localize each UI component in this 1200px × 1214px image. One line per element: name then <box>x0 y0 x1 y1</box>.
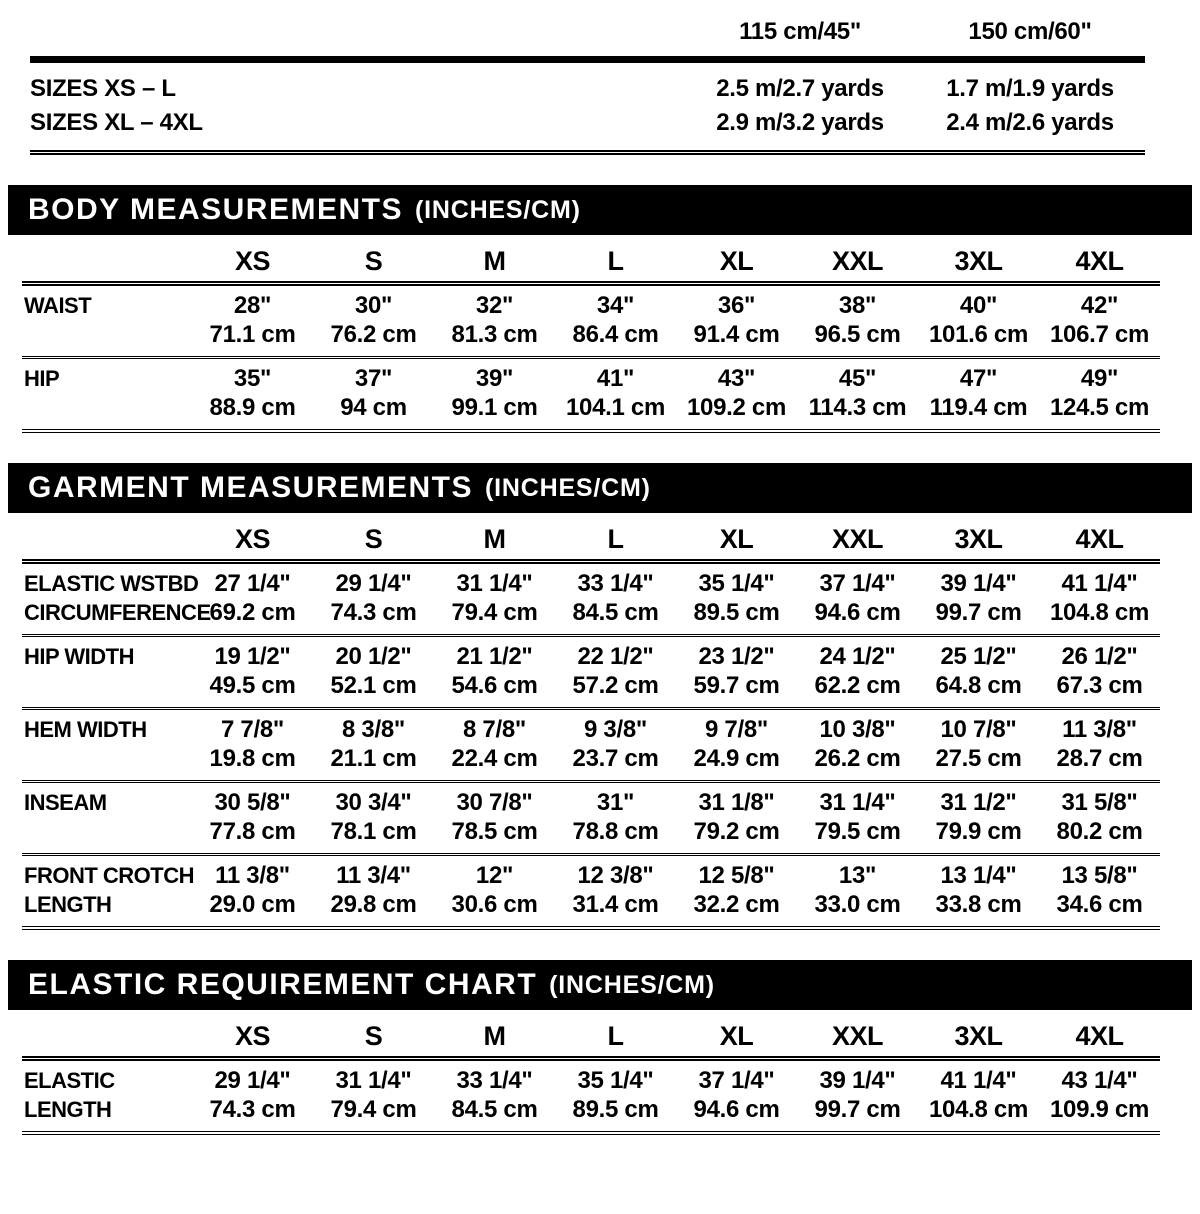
cm-value: 78.8 cm <box>572 818 659 845</box>
section-header-bar <box>8 185 1192 235</box>
inches-value: 26 1/2" <box>1061 643 1138 670</box>
cm-value: 78.5 cm <box>451 818 538 845</box>
measurement-cell <box>676 1066 797 1124</box>
cm-value: 52.1 cm <box>330 672 417 699</box>
measurement-cell <box>192 291 313 349</box>
size-col-header: S <box>364 246 383 276</box>
inches-value: 37" <box>354 365 393 392</box>
measurement-cell <box>797 364 918 422</box>
inches-value: 12 3/8" <box>577 862 654 889</box>
size-col-header: M <box>483 1021 506 1051</box>
size-table-elastic-requirement-chart <box>22 1010 1160 1135</box>
fabric-header-row <box>30 14 1145 50</box>
measurement-cell <box>1039 861 1160 919</box>
fabric-yardage-value: 1.7 m/1.9 yards <box>946 75 1114 102</box>
cm-value: 114.3 cm <box>808 394 907 421</box>
measurement-cell <box>555 291 676 349</box>
size-table-garment-measurements <box>22 513 1160 930</box>
inches-value: 41 1/4" <box>1061 570 1138 597</box>
measurement-cell <box>313 642 434 700</box>
cm-value: 71.1 cm <box>209 321 296 348</box>
inches-value: 30 5/8" <box>214 789 291 816</box>
cm-value: 94 cm <box>340 394 407 421</box>
cm-value: 104.8 cm <box>928 1096 1028 1123</box>
cm-value: 79.2 cm <box>693 818 780 845</box>
inches-value: 33 1/4" <box>456 1067 533 1094</box>
cm-value: 49.5 cm <box>209 672 296 699</box>
inches-value: 35 1/4" <box>698 570 775 597</box>
inches-value: 31 5/8" <box>1061 789 1138 816</box>
fabric-col-header-150cm: 150 cm/60" <box>968 18 1092 45</box>
fabric-yardage-value: 2.5 m/2.7 yards <box>716 75 884 102</box>
inches-value: 24 1/2" <box>819 643 896 670</box>
table-row <box>22 564 1160 637</box>
measurement-cell <box>797 861 918 919</box>
size-col-header: XXL <box>831 524 883 554</box>
measurement-cell <box>797 569 918 627</box>
measurement-cell <box>434 715 555 773</box>
row-label <box>22 642 192 700</box>
size-col-header: S <box>364 524 383 554</box>
cm-value: 89.5 cm <box>572 1096 659 1123</box>
cm-value: 24.9 cm <box>693 745 780 772</box>
cm-value: 32.2 cm <box>693 891 780 918</box>
inches-value: 38" <box>838 292 877 319</box>
section-header-bar <box>8 463 1192 513</box>
measurement-cell <box>797 642 918 700</box>
cm-value: 30.6 cm <box>451 891 538 918</box>
inches-value: 11 3/8" <box>215 862 290 889</box>
inches-value: 13" <box>838 862 877 889</box>
measurement-cell <box>192 788 313 846</box>
cm-value: 91.4 cm <box>693 321 780 348</box>
inches-value: 31 1/4" <box>456 570 533 597</box>
size-col-header: 3XL <box>954 524 1003 554</box>
cm-value: 79.9 cm <box>935 818 1022 845</box>
row-label-line1: INSEAM <box>24 790 107 815</box>
inches-value: 32" <box>475 292 514 319</box>
inches-value: 39" <box>475 365 514 392</box>
inches-value: 12" <box>475 862 514 889</box>
measurement-cell <box>313 788 434 846</box>
cm-value: 74.3 cm <box>209 1096 296 1123</box>
inches-value: 47" <box>959 365 998 392</box>
table-row <box>22 710 1160 783</box>
row-label <box>22 788 192 846</box>
measurement-cell <box>192 715 313 773</box>
size-col-header: 3XL <box>954 246 1003 276</box>
inches-value: 49" <box>1080 365 1119 392</box>
inches-value: 43" <box>717 365 756 392</box>
cm-value: 22.4 cm <box>451 745 538 772</box>
row-label-line1: HIP <box>24 366 60 391</box>
inches-value: 30 7/8" <box>456 789 533 816</box>
cm-value: 19.8 cm <box>209 745 296 772</box>
fabric-row-label: SIZES XS – L <box>30 75 176 102</box>
measurement-cell <box>434 1066 555 1124</box>
measurement-cell <box>555 569 676 627</box>
table-row <box>22 1061 1160 1135</box>
cm-value: 21.1 cm <box>330 745 417 772</box>
row-label-line2: LENGTH <box>24 1097 112 1122</box>
inches-value: 31 1/4" <box>819 789 896 816</box>
inches-value: 8 7/8" <box>463 716 526 743</box>
size-header-spacer <box>22 523 192 556</box>
size-col-header: XXL <box>831 1021 883 1051</box>
inches-value: 22 1/2" <box>577 643 654 670</box>
measurement-cell <box>676 291 797 349</box>
measurement-cell <box>555 788 676 846</box>
size-col-header: L <box>607 246 624 276</box>
row-label <box>22 291 192 349</box>
measurement-cell <box>192 642 313 700</box>
inches-value: 35 1/4" <box>577 1067 654 1094</box>
row-label-line1: WAIST <box>24 293 92 318</box>
inches-value: 20 1/2" <box>335 643 412 670</box>
fabric-col-header-115cm: 115 cm/45" <box>739 18 861 45</box>
size-table-body-measurements <box>22 235 1160 433</box>
cm-value: 94.6 cm <box>693 1096 780 1123</box>
cm-value: 54.6 cm <box>451 672 538 699</box>
inches-value: 29 1/4" <box>335 570 412 597</box>
cm-value: 34.6 cm <box>1056 891 1143 918</box>
row-label <box>22 861 192 919</box>
row-label-line1: HIP WIDTH <box>24 644 134 669</box>
inches-value: 37 1/4" <box>819 570 896 597</box>
measurement-cell <box>313 861 434 919</box>
fabric-header-spacer <box>30 14 685 50</box>
cm-value: 86.4 cm <box>572 321 659 348</box>
section-title: GARMENT MEASUREMENTS <box>28 471 474 504</box>
measurement-cell <box>797 1066 918 1124</box>
size-col-header: XS <box>234 246 271 276</box>
measurement-cell <box>192 569 313 627</box>
measurement-sections <box>0 185 1200 1135</box>
measurement-cell <box>434 569 555 627</box>
measurement-cell <box>918 715 1039 773</box>
row-label-line2: LENGTH <box>24 892 112 917</box>
measurement-cell <box>676 788 797 846</box>
cm-value: 99.7 cm <box>814 1096 901 1123</box>
measurement-cell <box>797 788 918 846</box>
table-row <box>22 856 1160 930</box>
size-col-header: L <box>607 1021 624 1051</box>
cm-value: 77.8 cm <box>209 818 296 845</box>
size-col-header: 4XL <box>1075 1021 1124 1051</box>
inches-value: 7 7/8" <box>221 716 284 743</box>
measurement-cell <box>1039 1066 1160 1124</box>
row-label-line1: FRONT CROTCH <box>24 863 194 888</box>
section-title-suffix: (INCHES/CM) <box>414 195 581 224</box>
measurement-cell <box>555 642 676 700</box>
measurement-cell <box>555 364 676 422</box>
cm-value: 67.3 cm <box>1056 672 1143 699</box>
inches-value: 30" <box>354 292 393 319</box>
inches-value: 36" <box>717 292 756 319</box>
size-col-header: XL <box>719 524 754 554</box>
inches-value: 31 1/2" <box>940 789 1017 816</box>
cm-value: 26.2 cm <box>814 745 901 772</box>
cm-value: 101.6 cm <box>928 321 1028 348</box>
cm-value: 29.0 cm <box>209 891 296 918</box>
inches-value: 43 1/4" <box>1061 1067 1138 1094</box>
section-title: BODY MEASUREMENTS <box>28 193 403 226</box>
inches-value: 13 5/8" <box>1061 862 1138 889</box>
inches-value: 11 3/4" <box>336 862 411 889</box>
inches-value: 9 7/8" <box>705 716 768 743</box>
measurement-cell <box>1039 788 1160 846</box>
measurement-cell <box>313 569 434 627</box>
measurement-cell <box>434 642 555 700</box>
cm-value: 33.0 cm <box>814 891 901 918</box>
inches-value: 10 7/8" <box>940 716 1017 743</box>
inches-value: 23 1/2" <box>698 643 775 670</box>
measurement-cell <box>192 1066 313 1124</box>
fabric-requirements-table <box>30 14 1145 155</box>
inches-value: 11 3/8" <box>1062 716 1137 743</box>
measurement-cell <box>797 715 918 773</box>
inches-value: 41 1/4" <box>940 1067 1017 1094</box>
inches-value: 13 1/4" <box>940 862 1017 889</box>
row-label <box>22 715 192 773</box>
cm-value: 84.5 cm <box>572 599 659 626</box>
cm-value: 80.2 cm <box>1056 818 1143 845</box>
row-label-line1: HEM WIDTH <box>24 717 147 742</box>
inches-value: 27 1/4" <box>214 570 291 597</box>
cm-value: 64.8 cm <box>935 672 1022 699</box>
inches-value: 8 3/8" <box>342 716 405 743</box>
cm-value: 78.1 cm <box>330 818 417 845</box>
table-row <box>22 286 1160 359</box>
measurement-cell <box>918 788 1039 846</box>
section-title: ELASTIC REQUIREMENT CHART <box>28 968 538 1001</box>
size-col-header: M <box>483 246 506 276</box>
section-elastic-requirement-chart <box>0 960 1200 1135</box>
cm-value: 74.3 cm <box>330 599 417 626</box>
inches-value: 33 1/4" <box>577 570 654 597</box>
measurement-cell <box>918 861 1039 919</box>
table-row <box>22 359 1160 433</box>
measurement-cell <box>313 1066 434 1124</box>
table-row <box>22 783 1160 856</box>
size-col-header: XS <box>234 524 271 554</box>
table-row <box>22 637 1160 710</box>
section-garment-measurements <box>0 463 1200 930</box>
size-col-header: XS <box>234 1021 271 1051</box>
measurement-cell <box>192 861 313 919</box>
measurement-cell <box>918 1066 1039 1124</box>
measurement-cell <box>1039 291 1160 349</box>
cm-value: 124.5 cm <box>1049 394 1149 421</box>
size-col-header: 3XL <box>954 1021 1003 1051</box>
size-header-spacer <box>22 245 192 278</box>
measurement-cell <box>918 642 1039 700</box>
cm-value: 59.7 cm <box>693 672 780 699</box>
inches-value: 30 3/4" <box>335 789 412 816</box>
measurement-cell <box>434 291 555 349</box>
inches-value: 31 1/8" <box>698 789 775 816</box>
size-header-row <box>22 235 1160 286</box>
size-header-row <box>22 1010 1160 1061</box>
cm-value: 23.7 cm <box>572 745 659 772</box>
measurement-cell <box>676 861 797 919</box>
size-col-header: L <box>607 524 624 554</box>
size-col-header: XL <box>719 1021 754 1051</box>
cm-value: 79.4 cm <box>330 1096 417 1123</box>
cm-value: 89.5 cm <box>693 599 780 626</box>
row-label <box>22 569 211 627</box>
cm-value: 84.5 cm <box>451 1096 538 1123</box>
cm-value: 88.9 cm <box>209 394 296 421</box>
fabric-body <box>30 63 1145 155</box>
measurement-cell <box>676 364 797 422</box>
measurement-cell <box>1039 642 1160 700</box>
cm-value: 81.3 cm <box>451 321 538 348</box>
cm-value: 109.2 cm <box>686 394 786 421</box>
cm-value: 33.8 cm <box>935 891 1022 918</box>
measurement-cell <box>555 1066 676 1124</box>
fabric-yardage-value: 2.4 m/2.6 yards <box>946 109 1114 136</box>
inches-value: 39 1/4" <box>940 570 1017 597</box>
measurement-cell <box>676 642 797 700</box>
measurement-cell <box>555 861 676 919</box>
cm-value: 99.7 cm <box>935 599 1022 626</box>
measurement-cell <box>434 364 555 422</box>
cm-value: 31.4 cm <box>572 891 659 918</box>
cm-value: 69.2 cm <box>209 599 296 626</box>
cm-value: 27.5 cm <box>935 745 1022 772</box>
fabric-row-xs-l <box>30 72 1145 106</box>
inches-value: 45" <box>838 365 877 392</box>
inches-value: 39 1/4" <box>819 1067 896 1094</box>
size-header-spacer <box>22 1020 192 1053</box>
cm-value: 104.1 cm <box>565 394 665 421</box>
cm-value: 96.5 cm <box>814 321 901 348</box>
inches-value: 41" <box>596 365 635 392</box>
measurement-cell <box>918 291 1039 349</box>
inches-value: 9 3/8" <box>584 716 647 743</box>
section-title-suffix: (INCHES/CM) <box>549 970 715 999</box>
fabric-row-xl-4xl <box>30 106 1145 140</box>
fabric-row-label: SIZES XL – 4XL <box>30 109 203 136</box>
measurement-cell <box>313 291 434 349</box>
inches-value: 31" <box>596 789 635 816</box>
inches-value: 10 3/8" <box>819 716 896 743</box>
cm-value: 94.6 cm <box>814 599 901 626</box>
size-header-row <box>22 513 1160 564</box>
row-label-line1: ELASTIC <box>24 1068 115 1093</box>
row-label <box>22 1066 192 1124</box>
size-col-header: S <box>364 1021 383 1051</box>
measurement-cell <box>918 569 1039 627</box>
cm-value: 119.4 cm <box>929 394 1028 421</box>
inches-value: 21 1/2" <box>456 643 533 670</box>
inches-value: 29 1/4" <box>214 1067 291 1094</box>
cm-value: 29.8 cm <box>330 891 417 918</box>
row-label-line1: ELASTIC WSTBD <box>24 571 199 596</box>
inches-value: 12 5/8" <box>698 862 775 889</box>
inches-value: 31 1/4" <box>335 1067 412 1094</box>
cm-value: 57.2 cm <box>572 672 659 699</box>
cm-value: 28.7 cm <box>1056 745 1143 772</box>
cm-value: 104.8 cm <box>1049 599 1149 626</box>
measurement-cell <box>555 715 676 773</box>
measurement-cell <box>313 715 434 773</box>
measurement-cell <box>1039 364 1160 422</box>
section-body-measurements <box>0 185 1200 433</box>
cm-value: 79.5 cm <box>814 818 901 845</box>
measurement-cell <box>1039 569 1160 627</box>
cm-value: 109.9 cm <box>1049 1096 1149 1123</box>
measurement-cell <box>918 364 1039 422</box>
inches-value: 35" <box>233 365 272 392</box>
inches-value: 28" <box>233 292 272 319</box>
row-label <box>22 364 192 422</box>
size-col-header: 4XL <box>1075 246 1124 276</box>
measurement-cell <box>434 788 555 846</box>
size-col-header: XXL <box>831 246 883 276</box>
cm-value: 62.2 cm <box>814 672 901 699</box>
measurement-cell <box>434 861 555 919</box>
inches-value: 25 1/2" <box>940 643 1017 670</box>
measurement-cell <box>313 364 434 422</box>
fabric-yardage-value: 2.9 m/3.2 yards <box>716 109 884 136</box>
measurement-cell <box>676 715 797 773</box>
cm-value: 79.4 cm <box>451 599 538 626</box>
inches-value: 42" <box>1080 292 1119 319</box>
cm-value: 76.2 cm <box>330 321 417 348</box>
measurement-cell <box>676 569 797 627</box>
thick-divider <box>30 56 1145 63</box>
cm-value: 106.7 cm <box>1049 321 1149 348</box>
measurement-cell <box>192 364 313 422</box>
inches-value: 19 1/2" <box>214 643 291 670</box>
size-col-header: XL <box>719 246 754 276</box>
cm-value: 99.1 cm <box>451 394 538 421</box>
inches-value: 40" <box>959 292 998 319</box>
measurement-cell <box>1039 715 1160 773</box>
row-label-line2: CIRCUMFERENCE <box>24 600 211 625</box>
section-header-bar <box>8 960 1192 1010</box>
measurement-cell <box>797 291 918 349</box>
size-col-header: 4XL <box>1075 524 1124 554</box>
inches-value: 34" <box>596 292 635 319</box>
size-col-header: M <box>483 524 506 554</box>
section-title-suffix: (INCHES/CM) <box>485 473 651 502</box>
inches-value: 37 1/4" <box>698 1067 775 1094</box>
